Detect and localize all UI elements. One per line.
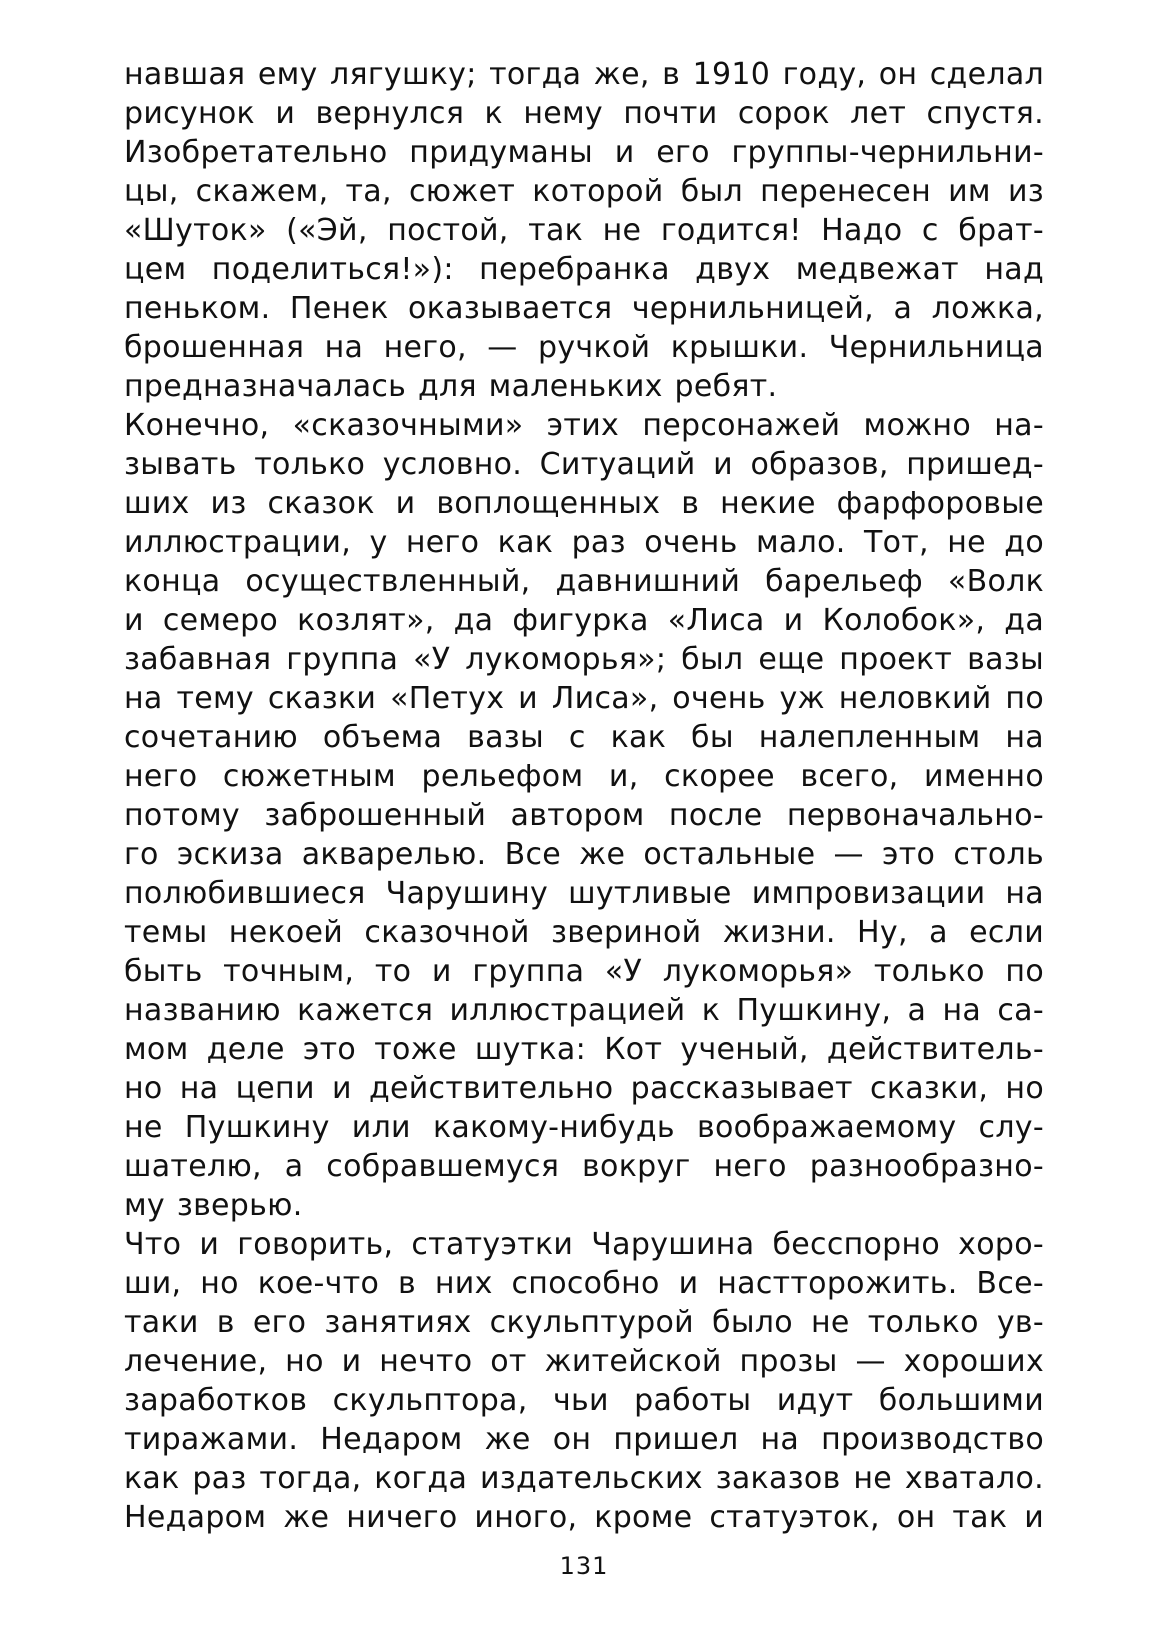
text-line: брошенная на него, — ручкой крышки. Чернильница	[124, 330, 1044, 365]
text-line: цы, скажем, та, сюжет которой был перенесен им из	[124, 174, 1044, 209]
text-line: мом деле это тоже шутка: Кот ученый, действитель-	[124, 1032, 1044, 1067]
text-line: него сюжетным рельефом и, скорее всего, именно	[124, 759, 1044, 794]
text-line: быть точным, то и группа «У лукоморья» только по	[124, 954, 1044, 989]
text-line: полюбившиеся Чарушину шутливые импровизации на	[124, 876, 1044, 911]
text-line: таки в его занятиях скульптурой было не только ув-	[124, 1305, 1044, 1340]
text-line: не Пушкину или какому-нибудь воображаемому слу-	[124, 1110, 1044, 1145]
text-line: навшая ему лягушку; тогда же, в 1910 году, он сделал	[124, 57, 1044, 92]
text-line: сочетанию объема вазы с как бы налепленным на	[124, 720, 1044, 755]
text-line: конца осуществленный, давнишний барельеф «Волк	[124, 564, 1044, 599]
text-line: пеньком. Пенек оказывается чернильницей, а ложка,	[124, 291, 1044, 326]
text-line: му зверью.	[124, 1188, 303, 1223]
text-line: тиражами. Недаром же он пришел на производство	[124, 1422, 1044, 1457]
text-line: предназначалась для маленьких ребят.	[124, 369, 778, 404]
text-line: темы некоей сказочной звериной жизни. Ну, а если	[124, 915, 1044, 950]
paragraph	[124, 1225, 1044, 1537]
text-line: но на цепи и действительно рассказывает сказки, но	[124, 1071, 1044, 1106]
text-line: Недаром же ничего иного, кроме статуэток, он так и	[124, 1500, 1044, 1535]
text-line: рисунок и вернулся к нему почти сорок лет спустя.	[124, 96, 1044, 131]
text-line: «Шуток» («Эй, постой, так не годится! Надо с брат-	[124, 213, 1044, 248]
text-line: цем поделиться!»): перебранка двух медвежат над	[124, 252, 1044, 287]
text-line: лечение, но и нечто от житейской прозы — хороших	[124, 1344, 1044, 1379]
text-line: Что и говорить, статуэтки Чарушина бесспорно хоро-	[124, 1227, 1044, 1262]
text-line: го эскиза акварелью. Все же остальные — это столь	[124, 837, 1044, 872]
paragraph	[124, 406, 1044, 1225]
paragraph	[124, 55, 1044, 406]
body-text	[124, 55, 1044, 1537]
text-line: заработков скульптора, чьи работы идут большими	[124, 1383, 1044, 1418]
text-line: Конечно, «сказочными» этих персонажей можно на-	[124, 408, 1044, 443]
text-line: зывать только условно. Ситуаций и образов, пришед-	[124, 447, 1044, 482]
text-line: на тему сказки «Петух и Лиса», очень уж неловкий по	[124, 681, 1044, 716]
text-line: ши, но кое-что в них способно и настторожить. Все-	[124, 1266, 1044, 1301]
text-line: иллюстрации, у него как раз очень мало. Тот, не до	[124, 525, 1044, 560]
text-line: как раз тогда, когда издательских заказов не хватало.	[124, 1461, 1044, 1496]
page-number: 131	[559, 1552, 609, 1580]
text-line: шателю, а собравшемуся вокруг него разнообразно-	[124, 1149, 1044, 1184]
text-line: ших из сказок и воплощенных в некие фарфоровые	[124, 486, 1044, 521]
text-line: названию кажется иллюстрацией к Пушкину, а на са-	[124, 993, 1044, 1028]
text-line: потому заброшенный автором после первоначально-	[124, 798, 1044, 833]
text-line: Изобретательно придуманы и его группы-чернильни-	[124, 135, 1044, 170]
text-line: забавная группа «У лукоморья»; был еще проект вазы	[124, 642, 1044, 677]
text-line: и семеро козлят», да фигурка «Лиса и Колобок», да	[124, 603, 1044, 638]
